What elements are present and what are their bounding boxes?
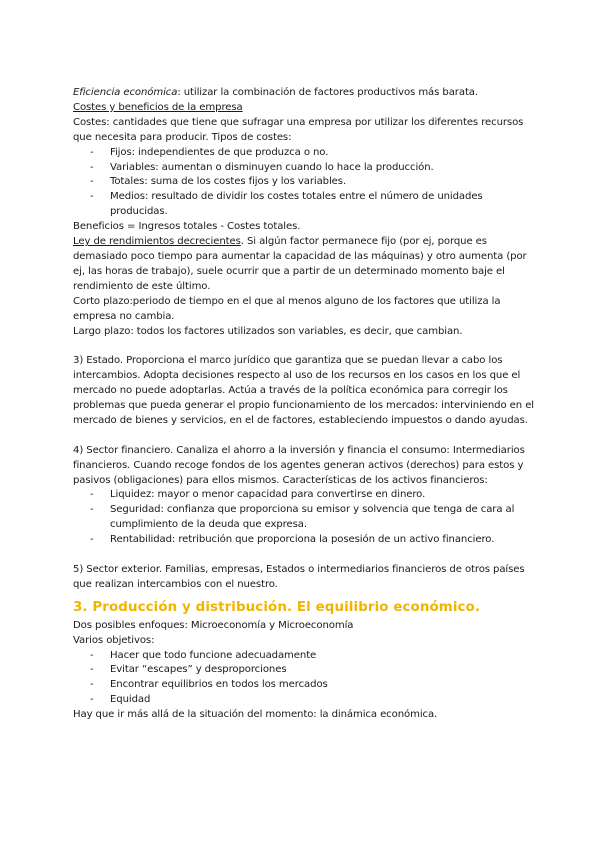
- eficiencia-text: : utilizar la combinación de factores productivos más barata.: [177, 87, 478, 98]
- list-item: - Encontrar equilibrios en todos los mercados: [73, 678, 535, 693]
- costes-intro: Costes: cantidades que tiene que sufragar una empresa por utilizar los diferentes recursos que necesita para producir. Tipos de costes:: [73, 116, 524, 143]
- list-item: - Liquidez: mayor o menor capacidad para convertirse en dinero.: [73, 488, 535, 503]
- list-item: - Variables: aumentan o disminuyen cuando lo hace la producción.: [73, 161, 535, 176]
- cierre-line: Hay que ir más allá de la situación del momento: la dinámica económica.: [73, 709, 438, 721]
- beneficios-line: Beneficios = Ingresos totales - Costes totales.: [73, 221, 301, 233]
- corto-plazo: Corto plazo:periodo de tiempo en el que al menos alguno de los factores que utiliza la empresa no cambia.: [73, 295, 501, 322]
- list-item: - Seguridad: confianza que proporciona su emisor y solvencia que tenga de cara al cumplimiento de la deuda que expresa.: [73, 503, 535, 533]
- list-item: - Totales: suma de los costes fijos y los variables.: [73, 175, 535, 190]
- objetivos-list: [73, 649, 535, 709]
- list-item: - Hacer que todo funcione adecuadamente: [73, 649, 535, 664]
- activos-list: [73, 488, 535, 548]
- list-item: - Evitar “escapes” y desproporciones: [73, 663, 535, 678]
- list-item: - Rentabilidad: retribución que proporciona la posesión de un activo financiero.: [73, 533, 535, 548]
- list-item: - Equidad: [73, 693, 535, 708]
- largo-plazo: Largo plazo: todos los factores utilizados son variables, es decir, que cambian.: [73, 325, 463, 337]
- rendimientos-text: . Si algún factor permanece fijo (por ej, porque es demasiado poco tiempo para aumentar la capacidad de las máquinas) y otro aumenta (por ej, las horas de trabajo), suele ocurrir que a partir de un determinado momento baje el rendimiento de este último.: [73, 236, 527, 292]
- eficiencia-term: Eficiencia económica: [73, 87, 178, 98]
- document-body: [73, 86, 535, 723]
- exterior-paragraph: 5) Sector exterior. Familias, empresas, Estados o intermediarios financieros de otros países que realizan intercambios con el nuestro.: [73, 563, 525, 590]
- estado-paragraph: 3) Estado. Proporciona el marco jurídico que garantiza que se puedan llevar a cabo los intercambios. Adopta decisiones respecto al uso de los recursos en los casos en los que el mercado no puede adoptarlas. Actúa a través de la política económica para corregir los problemas que pueda generar el propio funcionamiento de los mercados: interviniendo en el mercado de bienes y servicios, en el de factores, estableciendo impuestos o dando ayudas.: [73, 355, 535, 426]
- list-item: - Medios: resultado de dividir los costes totales entre el número de unidades producidas.: [73, 190, 535, 220]
- rendimientos-paragraph: [73, 235, 535, 295]
- costes-list: [73, 146, 535, 221]
- rendimientos-term: Ley de rendimientos decrecientes: [73, 236, 241, 248]
- list-item: - Fijos: independientes de que produzca o no.: [73, 146, 535, 161]
- eficiencia-paragraph: [73, 86, 535, 101]
- enfoques-line: Dos posibles enfoques: Microeconomía y Microeconomía: [73, 619, 354, 631]
- costes-heading: Costes y beneficios de la empresa: [73, 101, 243, 113]
- objetivos-label: Varios objetivos:: [73, 634, 155, 646]
- section-3-heading: 3. Producción y distribución. El equilibrio económico.: [73, 599, 481, 615]
- financiero-paragraph: 4) Sector financiero. Canaliza el ahorro a la inversión y financia el consumo: Intermediarios financieros. Cuando recoge fondos de los agentes generan activos (derechos) para estos y pasivos (obligaciones) para ellos mismos. Características de los activos financieros:: [73, 444, 525, 486]
